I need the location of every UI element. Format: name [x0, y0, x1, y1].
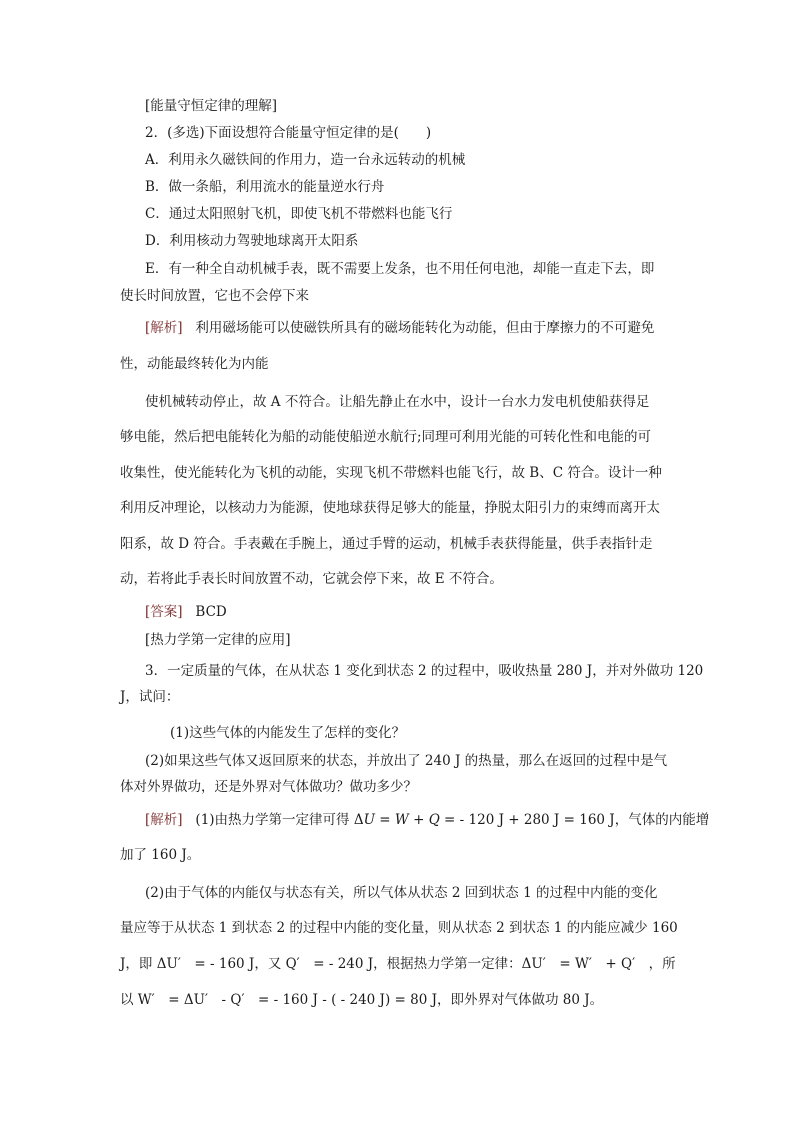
option-e-line-2: 使长时间放置，它也不会停下来 — [120, 288, 309, 304]
symbol-plus: + — [408, 812, 429, 828]
analysis-line-1 — [145, 319, 654, 337]
section-heading-first-law: [热力学第一定律的应用] — [145, 632, 291, 648]
solution-1-rest: = - 120 J + 280 J = 160 J，气体的内能增 — [439, 812, 710, 828]
analysis-tag: [解析] — [145, 320, 183, 336]
symbol-w: W — [394, 812, 409, 828]
solution-2-line-3: J，即 ΔU′ = - 160 J，又 Q′ = - 240 J，根据热力学第一定律：ΔU′ = W′ + Q′ ，所 — [120, 956, 676, 972]
analysis-line-4: 够电能，然后把电能转化为船的动能使船逆水航行;同理可利用光能的可转化性和电能的可 — [120, 429, 652, 445]
symbol-eq: = — [374, 812, 395, 828]
answer-value: BCD — [195, 604, 227, 620]
sub-question-2-line-1: (2)如果这些气体又返回原来的状态，并放出了 240 J 的热量，那么在返回的过程中是气 — [145, 753, 668, 769]
sub-question-1: (1)这些气体的内能发生了怎样的变化？ — [170, 725, 406, 741]
analysis-line-8: 动，若将此手表长时间放置不动，它就会停下来，故 E 不符合。 — [120, 571, 503, 587]
question-2-stem: 2．(多选)下面设想符合能量守恒定律的是( ) — [145, 125, 432, 141]
solution-2-line-2: 量应等于从状态 1 到状态 2 的过程中内能的变化量，则从状态 2 到状态 1 的内能应减少 160 — [120, 920, 678, 936]
question-3-stem-line-2: J，试问： — [120, 689, 180, 705]
solution-1-line-1 — [145, 811, 709, 829]
option-e-line-1: E．有一种全自动机械手表，既不需要上发条，也不用任何电池，却能一直走下去，即 — [145, 261, 655, 277]
section-heading-energy-conservation: [能量守恒定律的理解] — [145, 98, 278, 114]
analysis-line-3: 使机械转动停止，故 A 不符合。让船先静止在水中，设计一台水力发电机使船获得足 — [145, 394, 650, 410]
question-3-stem-line-1: 3．一定质量的气体，在从状态 1 变化到状态 2 的过程中，吸收热量 280 J，并对外做功 120 — [145, 663, 704, 679]
option-b: B．做一条船，利用流水的能量逆水行舟 — [145, 179, 385, 195]
answer-tag: [答案] — [145, 604, 183, 620]
analysis-tag-q3: [解析] — [145, 812, 183, 828]
symbol-q: Q — [428, 812, 440, 828]
analysis-text: 利用磁场能可以使磁铁所具有的磁场能转化为动能，但由于摩擦力的不可避免 — [195, 320, 655, 336]
option-d: D．利用核动力驾驶地球离开太阳系 — [145, 233, 359, 249]
analysis-line-5: 收集性，使光能转化为飞机的动能，实现飞机不带燃料也能飞行，故 B、C 符合。设计一种 — [120, 465, 662, 481]
solution-2-line-1: (2)由于气体的内能仅与状态有关，所以气体从状态 2 回到状态 1 的过程中内能的变化 — [145, 885, 658, 901]
answer-line — [145, 603, 227, 621]
analysis-line-7: 阳系，故 D 符合。手表戴在手腕上，通过手臂的运动，机械手表获得能量，供手表指针走 — [120, 536, 653, 552]
symbol-u: U — [363, 812, 375, 828]
solution-1-line-2: 加了 160 J。 — [120, 847, 201, 863]
sub-question-2-line-2: 体对外界做功，还是外界对气体做功？做功多少？ — [120, 779, 417, 795]
solution-1-prefix: (1)由热力学第一定律可得 Δ — [195, 812, 364, 828]
analysis-line-2: 性，动能最终转化为内能 — [120, 356, 269, 372]
option-a: A．利用永久磁铁间的作用力，造一台永远转动的机械 — [145, 152, 466, 168]
option-c: C．通过太阳照射飞机，即使飞机不带燃料也能飞行 — [145, 206, 453, 222]
solution-2-line-4: 以 W′ = ΔU′ - Q′ = - 160 J - ( - 240 J) = 80 J，即外界对气体做功 80 J。 — [120, 992, 604, 1008]
analysis-line-6: 利用反冲理论，以核动力为能源，使地球获得足够大的能量，挣脱太阳引力的束缚而离开太 — [120, 500, 660, 516]
